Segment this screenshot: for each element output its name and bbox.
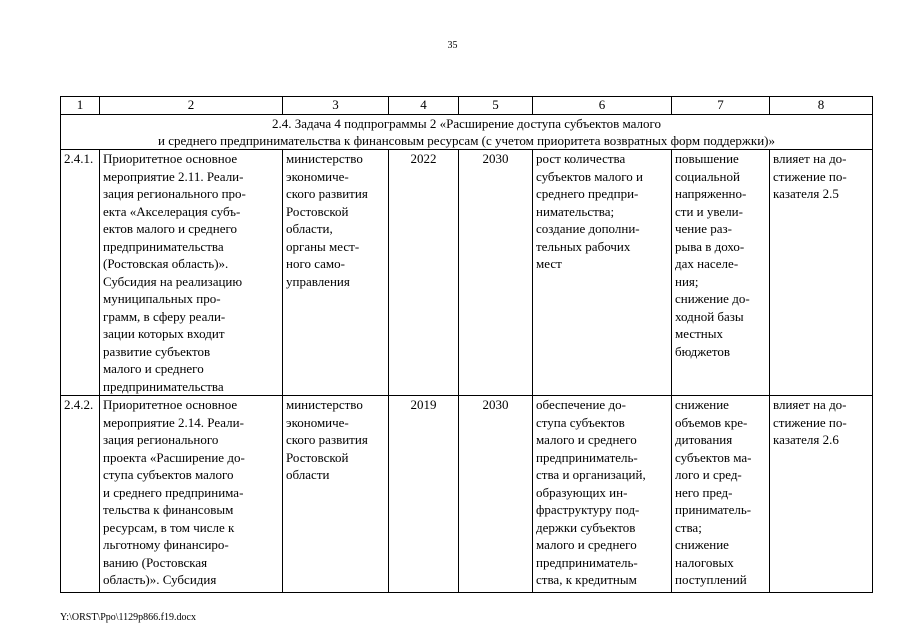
cell-text-line: зация регионального про-	[103, 186, 246, 201]
start-year: 2022	[389, 150, 459, 396]
cell-text-line: бюджетов	[675, 343, 731, 359]
cell-text-line: министерство	[286, 397, 363, 412]
cell-text-line: стижение по-	[773, 168, 847, 184]
cell-text-line: создание дополни-	[536, 221, 640, 236]
cell-text-line: среднего предпри-	[536, 186, 639, 201]
cell-text-line: ского развития	[286, 186, 368, 201]
cell-text-line: екта «Акселерация субъ-	[103, 203, 241, 219]
end-year: 2030	[459, 150, 533, 396]
cell-text-line: местных	[675, 326, 723, 341]
cell-text-line: (Ростовская область)».	[103, 256, 229, 271]
start-year: 2019	[389, 396, 459, 593]
cell-text-line: мероприятие 2.14. Реали-	[103, 414, 244, 430]
cell-text-line: ресурсам, в том числе к	[103, 519, 235, 535]
cell-text-line: области,	[286, 221, 333, 236]
cell-text-line: развитие субъектов	[103, 343, 211, 359]
task-title	[61, 115, 873, 150]
cell-text-line: ступа субъектов малого	[103, 467, 234, 482]
cell-text-line: чение раз-	[675, 221, 732, 236]
page-number: 35	[447, 40, 458, 51]
column-number-6: 6	[533, 97, 672, 115]
row-number: 2.4.1.	[61, 150, 100, 396]
cell-text-line: дитования	[675, 432, 733, 447]
cell-text-line: Ростовской	[286, 449, 349, 465]
cell-text-line: зация регионального	[103, 432, 219, 447]
cell-text-line: казателя 2.6	[773, 432, 839, 447]
measure-cell	[100, 150, 283, 396]
indicator-link-cell	[770, 150, 873, 396]
column-number-8: 8	[770, 97, 873, 115]
cell-text-line: влияет на до-	[773, 397, 847, 412]
cell-text-line: налоговых	[675, 554, 734, 570]
cell-text-line: управления	[286, 273, 350, 289]
measure-cell	[100, 396, 283, 593]
cell-text-line: предпринимательства	[103, 238, 224, 254]
cell-text-line: влияет на до-	[773, 151, 847, 166]
cell-text-line: обеспечение до-	[536, 397, 626, 412]
cell-text-line: Субсидия на реализацию	[103, 273, 243, 289]
cell-text-line: экономиче-	[286, 414, 349, 430]
cell-text-line: малого и среднего	[536, 537, 637, 552]
cell-text-line: ства и организаций,	[536, 467, 646, 482]
cell-text-line: ступа субъектов	[536, 414, 625, 430]
measures-table	[60, 96, 873, 593]
task-title-row	[61, 115, 873, 150]
cell-text-line: грамм, в сферу реали-	[103, 308, 226, 324]
indicator-link-cell	[770, 396, 873, 593]
cell-text-line: него пред-	[675, 484, 733, 500]
cell-text-line: снижение до-	[675, 291, 750, 306]
cell-text-line: предприниматель-	[536, 554, 638, 570]
task-title-line: 2.4. Задача 4 подпрограммы 2 «Расширение доступа субъектов малого	[271, 116, 662, 131]
cell-text-line: зации которых входит	[103, 326, 225, 341]
task-title-line: и среднего предпринимательства к финансовым ресурсам (с учетом приоритета возвратных форм поддержки)»	[158, 133, 775, 148]
cell-text-line: область)». Субсидия	[103, 572, 217, 587]
cell-text-line: Ростовской	[286, 203, 349, 219]
column-number-1: 1	[61, 97, 100, 115]
cell-text-line: казателя 2.5	[773, 186, 839, 201]
file-path-footer: Y:\ORST\Ppo\1129p866.f19.docx	[60, 612, 196, 623]
cell-text-line: мест	[536, 256, 562, 271]
cell-text-line: лого и сред-	[675, 467, 742, 482]
cell-text-line: напряженно-	[675, 186, 747, 201]
cell-text-line: предпринимательства	[103, 378, 224, 394]
cell-text-line: субъектов ма-	[675, 449, 752, 465]
table-row	[61, 150, 873, 396]
cell-text-line: приниматель-	[675, 502, 752, 517]
cell-text-line: ектов малого и среднего	[103, 221, 238, 236]
cell-text-line: льготному финансиро-	[103, 537, 229, 552]
table-row	[61, 396, 873, 593]
cell-text-line: стижение по-	[773, 414, 847, 430]
cell-text-line: социальной	[675, 168, 740, 184]
cell-text-line: снижение	[675, 397, 729, 412]
cell-text-line: субъектов малого и	[536, 168, 643, 184]
cell-text-line: рост количества	[536, 151, 626, 166]
column-number-4: 4	[389, 97, 459, 115]
cell-text-line: тельных рабочих	[536, 238, 631, 254]
cell-text-line: проекта «Расширение до-	[103, 449, 245, 465]
executor-cell	[283, 150, 389, 396]
cell-text-line: Приоритетное основное	[103, 151, 238, 166]
cell-text-line: ванию (Ростовская	[103, 554, 208, 570]
cell-text-line: области	[286, 467, 330, 482]
column-number-5: 5	[459, 97, 533, 115]
cell-text-line: мероприятие 2.11. Реали-	[103, 168, 244, 184]
executor-cell	[283, 396, 389, 593]
consequences-cell	[672, 396, 770, 593]
result-cell	[533, 396, 672, 593]
cell-text-line: Приоритетное основное	[103, 397, 238, 412]
cell-text-line: малого и среднего	[536, 432, 637, 447]
cell-text-line: ского развития	[286, 432, 368, 447]
column-number-7: 7	[672, 97, 770, 115]
cell-text-line: министерство	[286, 151, 363, 166]
column-number-2: 2	[100, 97, 283, 115]
cell-text-line: дах населе-	[675, 256, 739, 271]
cell-text-line: предприниматель-	[536, 449, 638, 465]
cell-text-line: объемов кре-	[675, 414, 748, 430]
cell-text-line: повышение	[675, 151, 739, 166]
cell-text-line: малого и среднего	[103, 361, 204, 376]
cell-text-line: образующих ин-	[536, 484, 628, 500]
cell-text-line: фраструктуру под-	[536, 502, 640, 517]
cell-text-line: сти и увели-	[675, 203, 743, 219]
cell-text-line: органы мест-	[286, 238, 360, 254]
row-number: 2.4.2.	[61, 396, 100, 593]
cell-text-line: поступлений	[675, 572, 747, 587]
cell-text-line: ства, к кредитным	[536, 572, 637, 587]
cell-text-line: тельства к финансовым	[103, 502, 234, 517]
cell-text-line: держки субъектов	[536, 519, 636, 535]
cell-text-line: ства;	[675, 519, 702, 535]
cell-text-line: нимательства;	[536, 203, 615, 219]
result-cell	[533, 150, 672, 396]
end-year: 2030	[459, 396, 533, 593]
column-number-3: 3	[283, 97, 389, 115]
cell-text-line: муниципальных про-	[103, 291, 221, 306]
cell-text-line: экономиче-	[286, 168, 349, 184]
cell-text-line: снижение	[675, 537, 729, 552]
cell-text-line: и среднего предпринима-	[103, 484, 244, 500]
column-number-row	[61, 97, 873, 115]
cell-text-line: ного само-	[286, 256, 345, 271]
cell-text-line: ния;	[675, 273, 699, 289]
cell-text-line: рыва в дохо-	[675, 238, 745, 254]
consequences-cell	[672, 150, 770, 396]
cell-text-line: ходной базы	[675, 308, 744, 324]
